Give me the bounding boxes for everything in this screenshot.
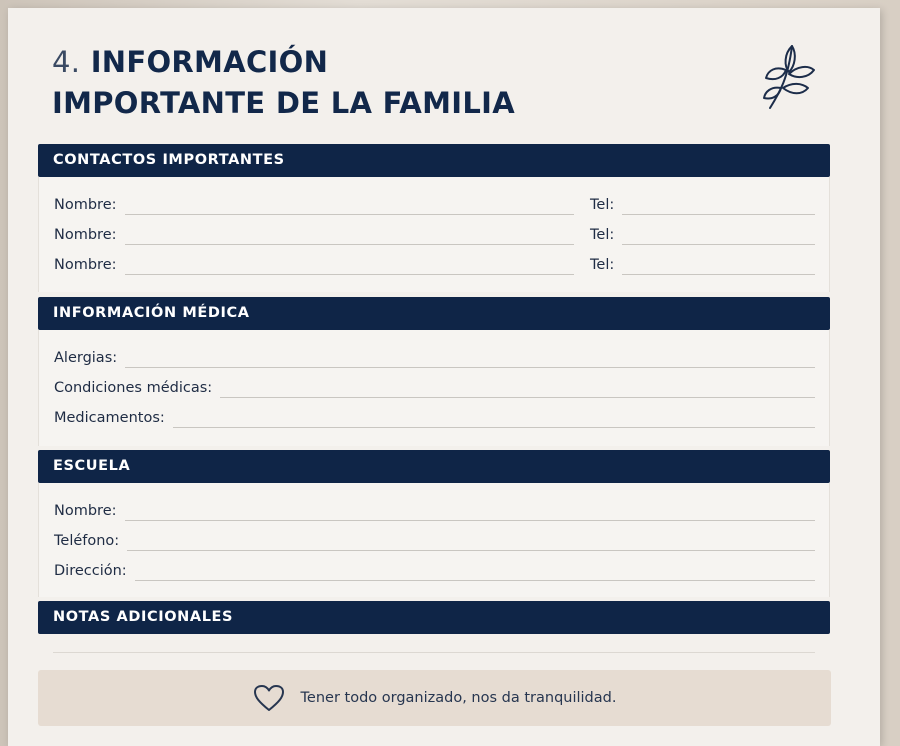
contact-tel-label: Tel: <box>590 227 615 243</box>
school-address-field[interactable] <box>135 567 815 581</box>
contact-tel-label: Tel: <box>590 257 615 273</box>
school-phone-row <box>54 531 815 551</box>
contact-tel-row-2 <box>590 225 815 245</box>
footer-banner <box>38 670 831 726</box>
school-address-label: Dirección: <box>54 563 127 579</box>
leaf-sprig-icon <box>762 40 820 112</box>
allergies-field[interactable] <box>125 354 815 368</box>
school-name-label: Nombre: <box>54 503 117 519</box>
heart-icon <box>253 684 285 712</box>
footer-text: Tener todo organizado, nos da tranquilidad. <box>300 690 617 706</box>
school-phone-field[interactable] <box>127 537 815 551</box>
contact-name-label: Nombre: <box>54 197 117 213</box>
section-header-medical: INFORMACIÓN MÉDICA <box>38 297 830 330</box>
title-line-2: IMPORTANTE DE LA FAMILIA <box>52 86 516 120</box>
contact-tel-row-3 <box>590 255 815 275</box>
section-header-notes: NOTAS ADICIONALES <box>38 601 830 634</box>
medications-row <box>54 408 815 428</box>
school-name-row <box>54 501 815 521</box>
contact-tel-field-2[interactable] <box>622 231 815 245</box>
contact-tel-field-3[interactable] <box>622 261 815 275</box>
section-body-contacts <box>38 177 830 292</box>
section-body-school <box>38 483 830 597</box>
contact-name-row-1 <box>54 195 574 215</box>
section-body-medical <box>38 330 830 446</box>
page-title <box>52 42 515 124</box>
allergies-label: Alergias: <box>54 350 118 366</box>
contact-name-row-2 <box>54 225 574 245</box>
contact-tel-label: Tel: <box>590 197 615 213</box>
contact-name-label: Nombre: <box>54 227 117 243</box>
conditions-field[interactable] <box>220 384 815 398</box>
allergies-row <box>54 348 815 368</box>
school-address-row <box>54 561 815 581</box>
contact-tel-row-1 <box>590 195 815 215</box>
medications-label: Medicamentos: <box>54 410 165 426</box>
section-number: 4. <box>52 45 81 79</box>
school-phone-label: Teléfono: <box>54 533 120 549</box>
form-page <box>8 8 880 746</box>
notes-field[interactable] <box>53 652 815 653</box>
contact-name-field-1[interactable] <box>125 201 575 215</box>
section-header-school: ESCUELA <box>38 450 830 483</box>
medications-field[interactable] <box>173 414 815 428</box>
section-header-contacts: CONTACTOS IMPORTANTES <box>38 144 830 177</box>
contact-name-field-2[interactable] <box>125 231 575 245</box>
school-name-field[interactable] <box>125 507 816 521</box>
contact-name-label: Nombre: <box>54 257 117 273</box>
contact-name-field-3[interactable] <box>125 261 575 275</box>
conditions-label: Condiciones médicas: <box>54 380 213 396</box>
title-line-1: INFORMACIÓN <box>90 45 329 79</box>
contact-name-row-3 <box>54 255 574 275</box>
contact-tel-field-1[interactable] <box>622 201 815 215</box>
conditions-row <box>54 378 815 398</box>
